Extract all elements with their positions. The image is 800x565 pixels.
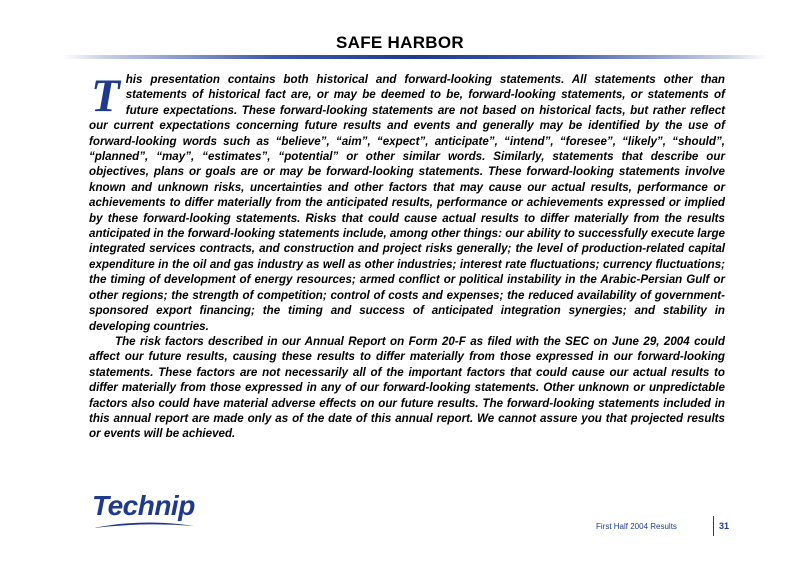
page-title: SAFE HARBOR — [336, 33, 464, 52]
paragraph-1-text: his presentation contains both historical and forward-looking statements. All statements other than statements of historical fact are, or may be deemed to be, forward-looking statements, or statements of future expectations. These forward-looking statements are not based on historical facts, but rather reflect our current expectations concerning future results and events and generally may be identified by the use of forward-looking words such as “believe”, “aim”, “expect”, anticipate”, “intend”, “foresee”, “likely”, “should”, “planned”, “may”, “estimates”, “potential” or other similar words. Similarly, statements that describe our objectives, plans or goals are or may be forward-looking statements. These forward-looking statements involve known and unknown risks, uncertainties and other factors that may cause our actual results, performance or achievements to differ materially from the anticipated results, performance or achievements expressed or implied by these forward-looking statements. Risks that could cause actual results to differ materially from the results anticipated in the forward-looking statements include, among other things: our ability to successfully execute large integrated services contracts, and construction and project risks generally; the level of production-related capital expenditure in the oil and gas industry as well as other industries; interest rate fluctuations; currency fluctuations; the timing of development of energy resources; armed conflict or political instability in the Arabic-Persian Gulf or other regions; the strength of competition; control of costs and expenses; the reduced availability of government-sponsored export financing; the timing and success of anticipated integration synergies; and stability in developing countries. — [89, 73, 725, 333]
safe-harbor-text — [89, 72, 725, 442]
drop-cap-letter: T — [91, 70, 120, 122]
title-divider — [62, 55, 767, 59]
footer-label: First Half 2004 Results — [596, 522, 677, 531]
technip-logo — [92, 490, 202, 532]
footer-divider — [713, 516, 714, 536]
page-number: 31 — [719, 521, 730, 531]
logo-wordmark: Technip — [92, 490, 195, 521]
logo-swoosh-icon — [94, 520, 194, 530]
paragraph-2: The risk factors described in our Annual Report on Form 20-F as filed with the SEC on June 29, 2004 could affect our future results, causing these results to differ materially from those expressed in our forward-looking statements. These factors are not necessarily all of the important factors that could cause our actual results to differ materially from those expressed in any of our forward-looking statements. Other unknown or unpredictable factors also could have material adverse effects on our future results. The forward-looking statements included in this annual report are made only as of the date of this annual report. We cannot assure you that projected results or events will be achieved. — [89, 334, 725, 441]
paragraph-1 — [89, 72, 725, 334]
